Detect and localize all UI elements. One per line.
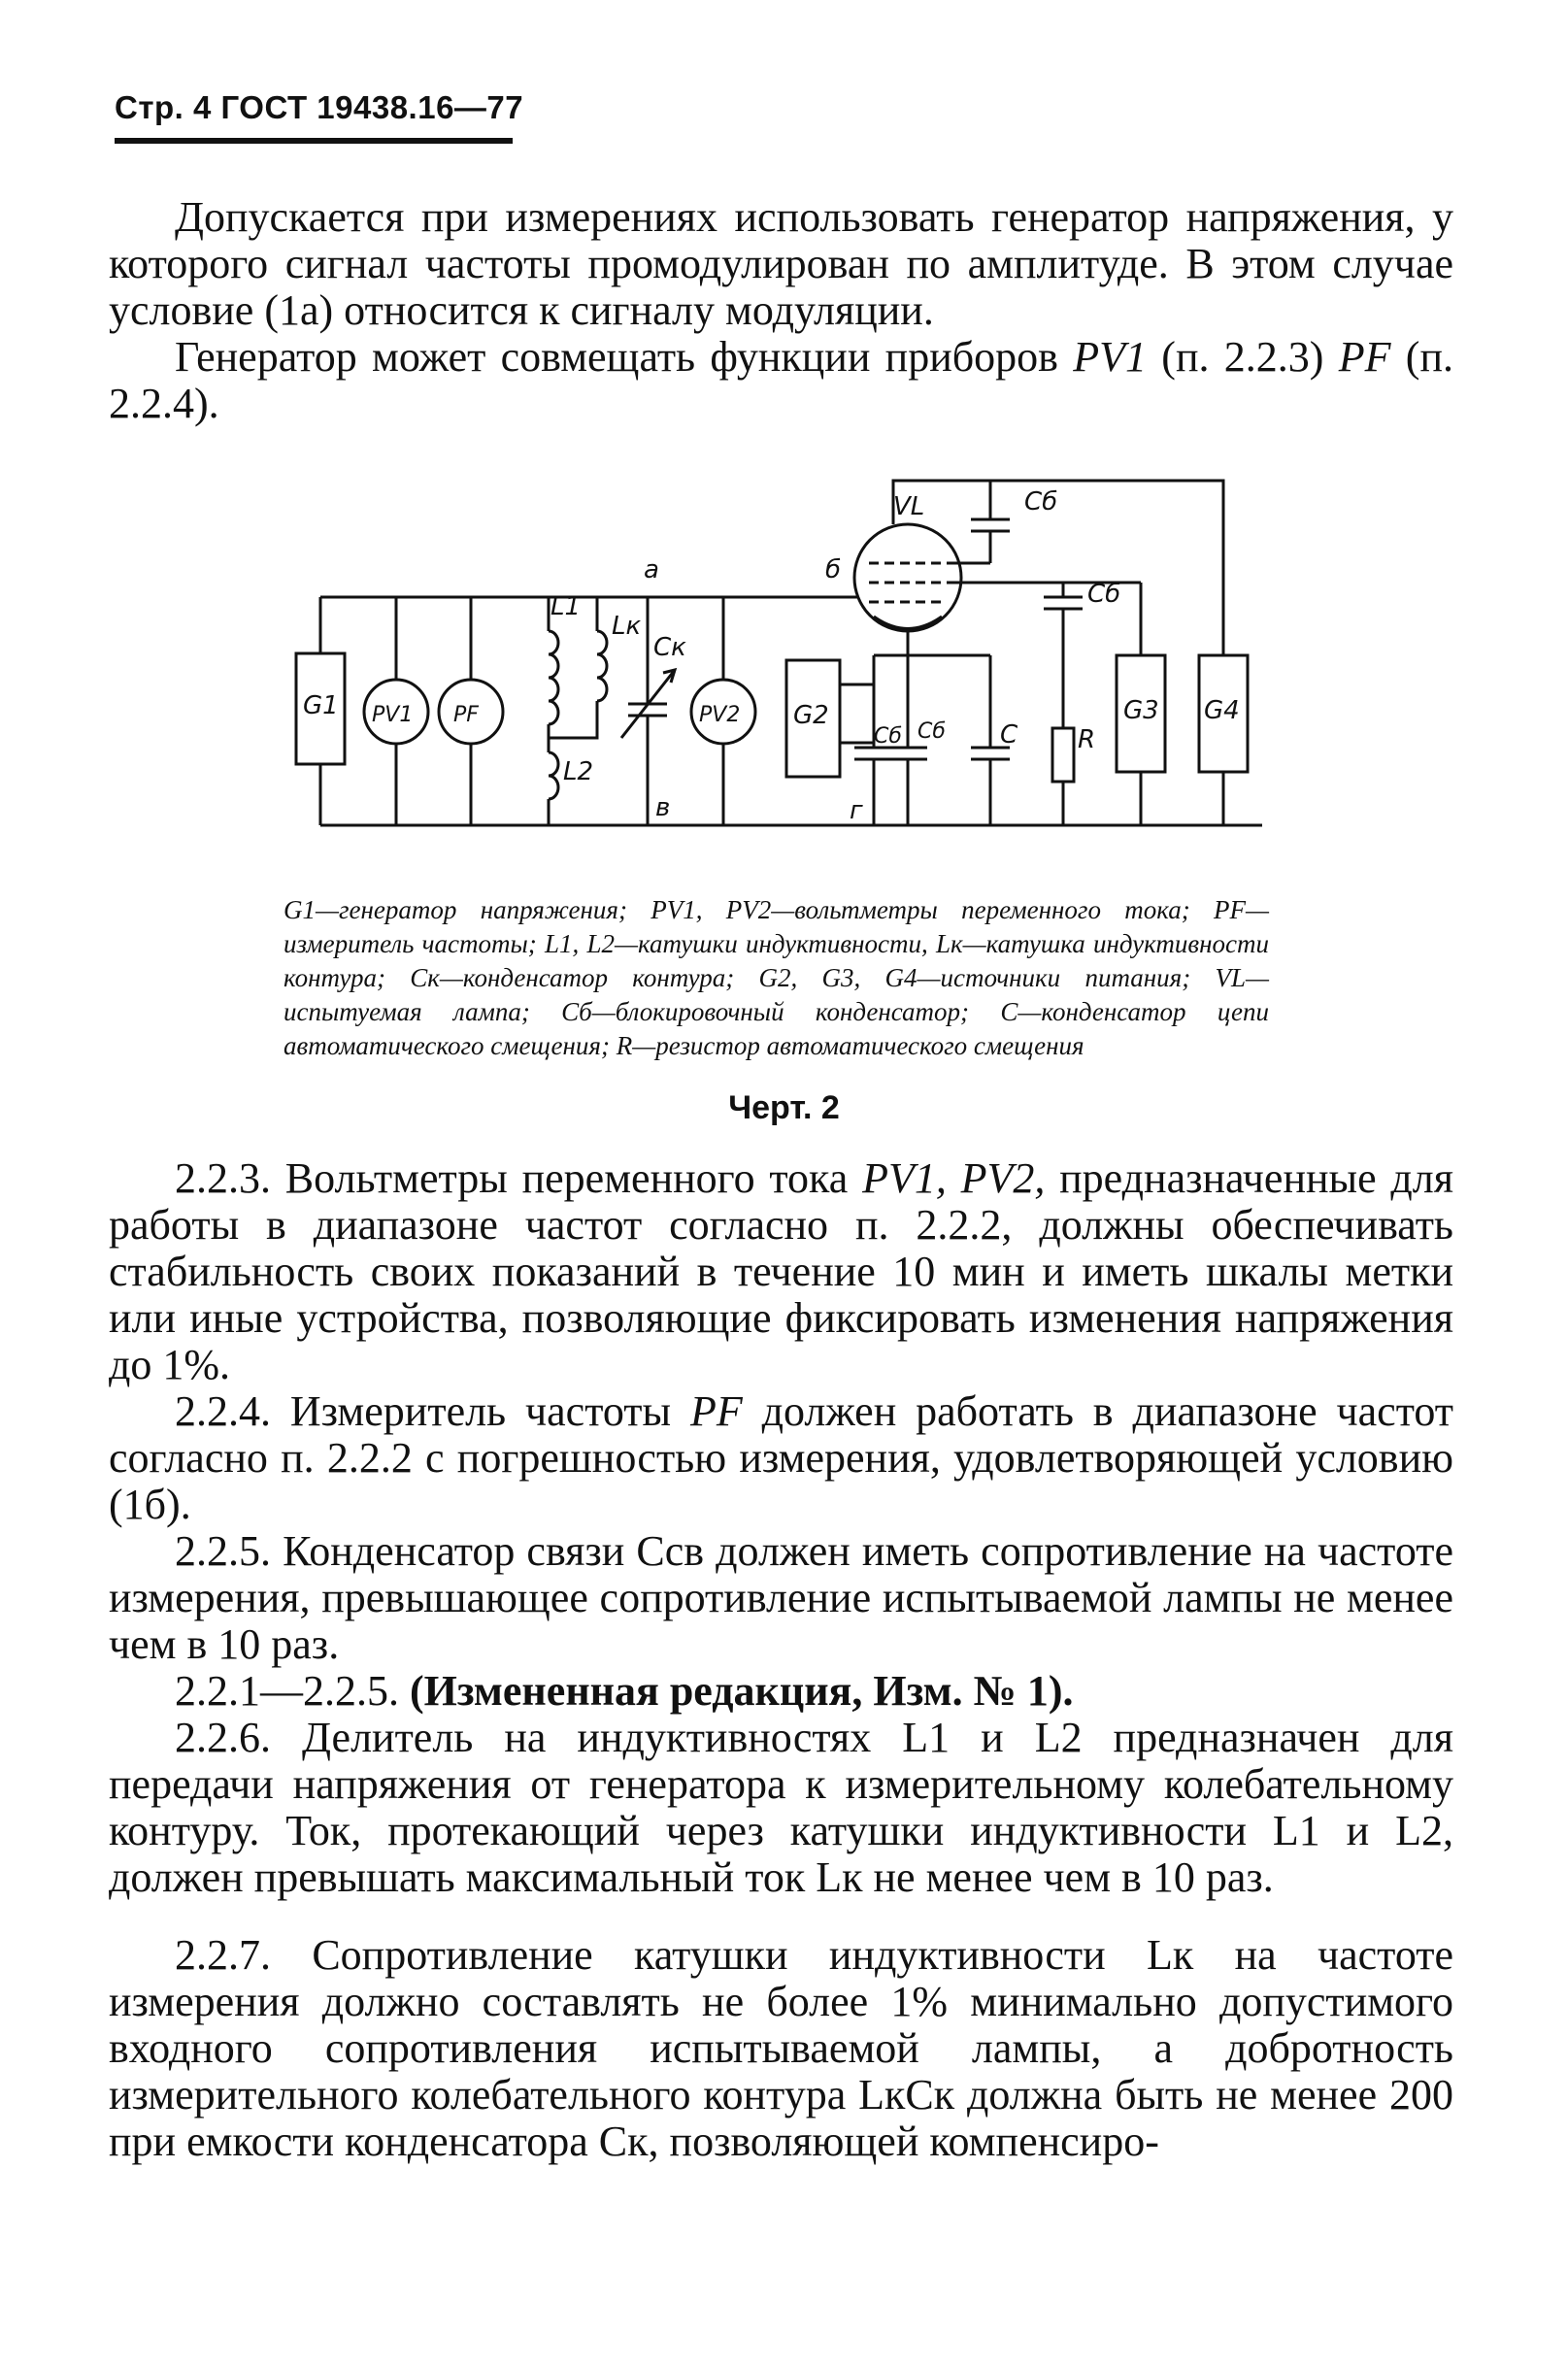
figure-caption: G1—генератор напряжения; PV1, PV2—вольтметры переменного тока; PF—измеритель частоты; L1, L2—катушки индуктивности, Lк—катушка индуктивности контура; Cк—конденсатор контура; G2, G3, G4—источники питания; VL—испытуемая лампа; Cб—блокировочный конденсатор; C—конденсатор цепи автоматического смещения; R—резистор автоматического смещения [284,895,1269,1060]
l2-label: L2 [563,757,594,786]
node-g-label: г [850,796,863,825]
pv2-label: PV2 [699,703,741,727]
section-change-note: 2.2.1—2.2.5. (Измененная редакция, Изм. № 1). [175,1667,1074,1715]
section-2-2-6: 2.2.6. Делитель на индуктивностях L1 и L2 предназначен для передачи напряжения от генератора к измерительному колебательному контуру. Ток, протекающий через катушки индуктивности L1 и L2, должен превышать максимальный ток Lк не менее чем в 10 раз. [109,1714,1453,1901]
pf-label: PF [453,703,479,727]
g2-label: G2 [793,701,829,730]
pv1-label: PV1 [372,703,414,727]
g4-label: G4 [1204,696,1240,725]
g1-label: G1 [303,691,339,720]
figure-title: Черт. 2 [728,1089,840,1126]
cb-label-top: Cб [1024,487,1058,517]
cb-label-low1: Cб [874,724,902,749]
r-label: R [1078,725,1096,754]
ck-label: Cк [653,633,686,662]
lk-label: Lк [612,612,642,641]
l2-coil [549,752,558,799]
intro-paragraph-1: Допускается при измерениях использовать генератор напряжения, у которого сигнал частоты промодулирован по амплитуде. В этом случае условие (1а) относится к сигналу модуляции. [109,193,1453,334]
node-v-label: в [655,793,671,822]
vl-tube-icon [854,524,961,631]
node-a-label: а [644,555,659,584]
g3-label: G3 [1123,696,1159,725]
circuit-diagram [286,471,1296,859]
page-header: Стр. 4 ГОСТ 19438.16—77 [115,89,524,125]
header-rule [115,138,513,144]
section-2-2-5: 2.2.5. Конденсатор связи Cсв должен иметь сопротивление на частоте измерения, превышающее сопротивление испытываемой лампы не менее чем в 10 раз. [109,1527,1453,1668]
cb-label-low2: Cб [917,719,946,744]
section-2-2-4: 2.2.4. Измеритель частоты PF должен работать в диапазоне частот согласно п. 2.2.2 с погрешностью измерения, удовлетворяющей условию (1б). [109,1387,1453,1528]
l1-label: L1 [550,592,582,621]
cb-label-mid: Cб [1087,580,1121,609]
l1-coil [549,631,558,724]
vl-label: VL [893,492,925,521]
lk-coil [597,631,607,701]
r-resistor [1052,728,1074,782]
c-label: C [1000,720,1018,750]
intro-paragraph-2: Генератор может совмещать функции приборов PV1 (п. 2.2.3) PF (п. 2.2.4). [109,333,1453,427]
section-2-2-7: 2.2.7. Сопротивление катушки индуктивности Lк на частоте измерения должно составлять не более 1% минимально допустимого входного сопротивления испытываемой лампы, а добротность измерительного колебательного контура LкCк должна быть не менее 200 при емкости конденсатора Cк, позволяющей компенсиро- [109,1931,1453,2165]
section-2-2-3: 2.2.3. Вольтметры переменного тока PV1, PV2, предназначенные для работы в диапазоне частот согласно п. 2.2.2, должны обеспечивать стабильность своих показаний в течение 10 мин и иметь шкалы метки или иные устройства, позволяющие фиксировать изменения напряжения до 1%. [109,1154,1453,1388]
node-b-label: б [825,555,842,584]
